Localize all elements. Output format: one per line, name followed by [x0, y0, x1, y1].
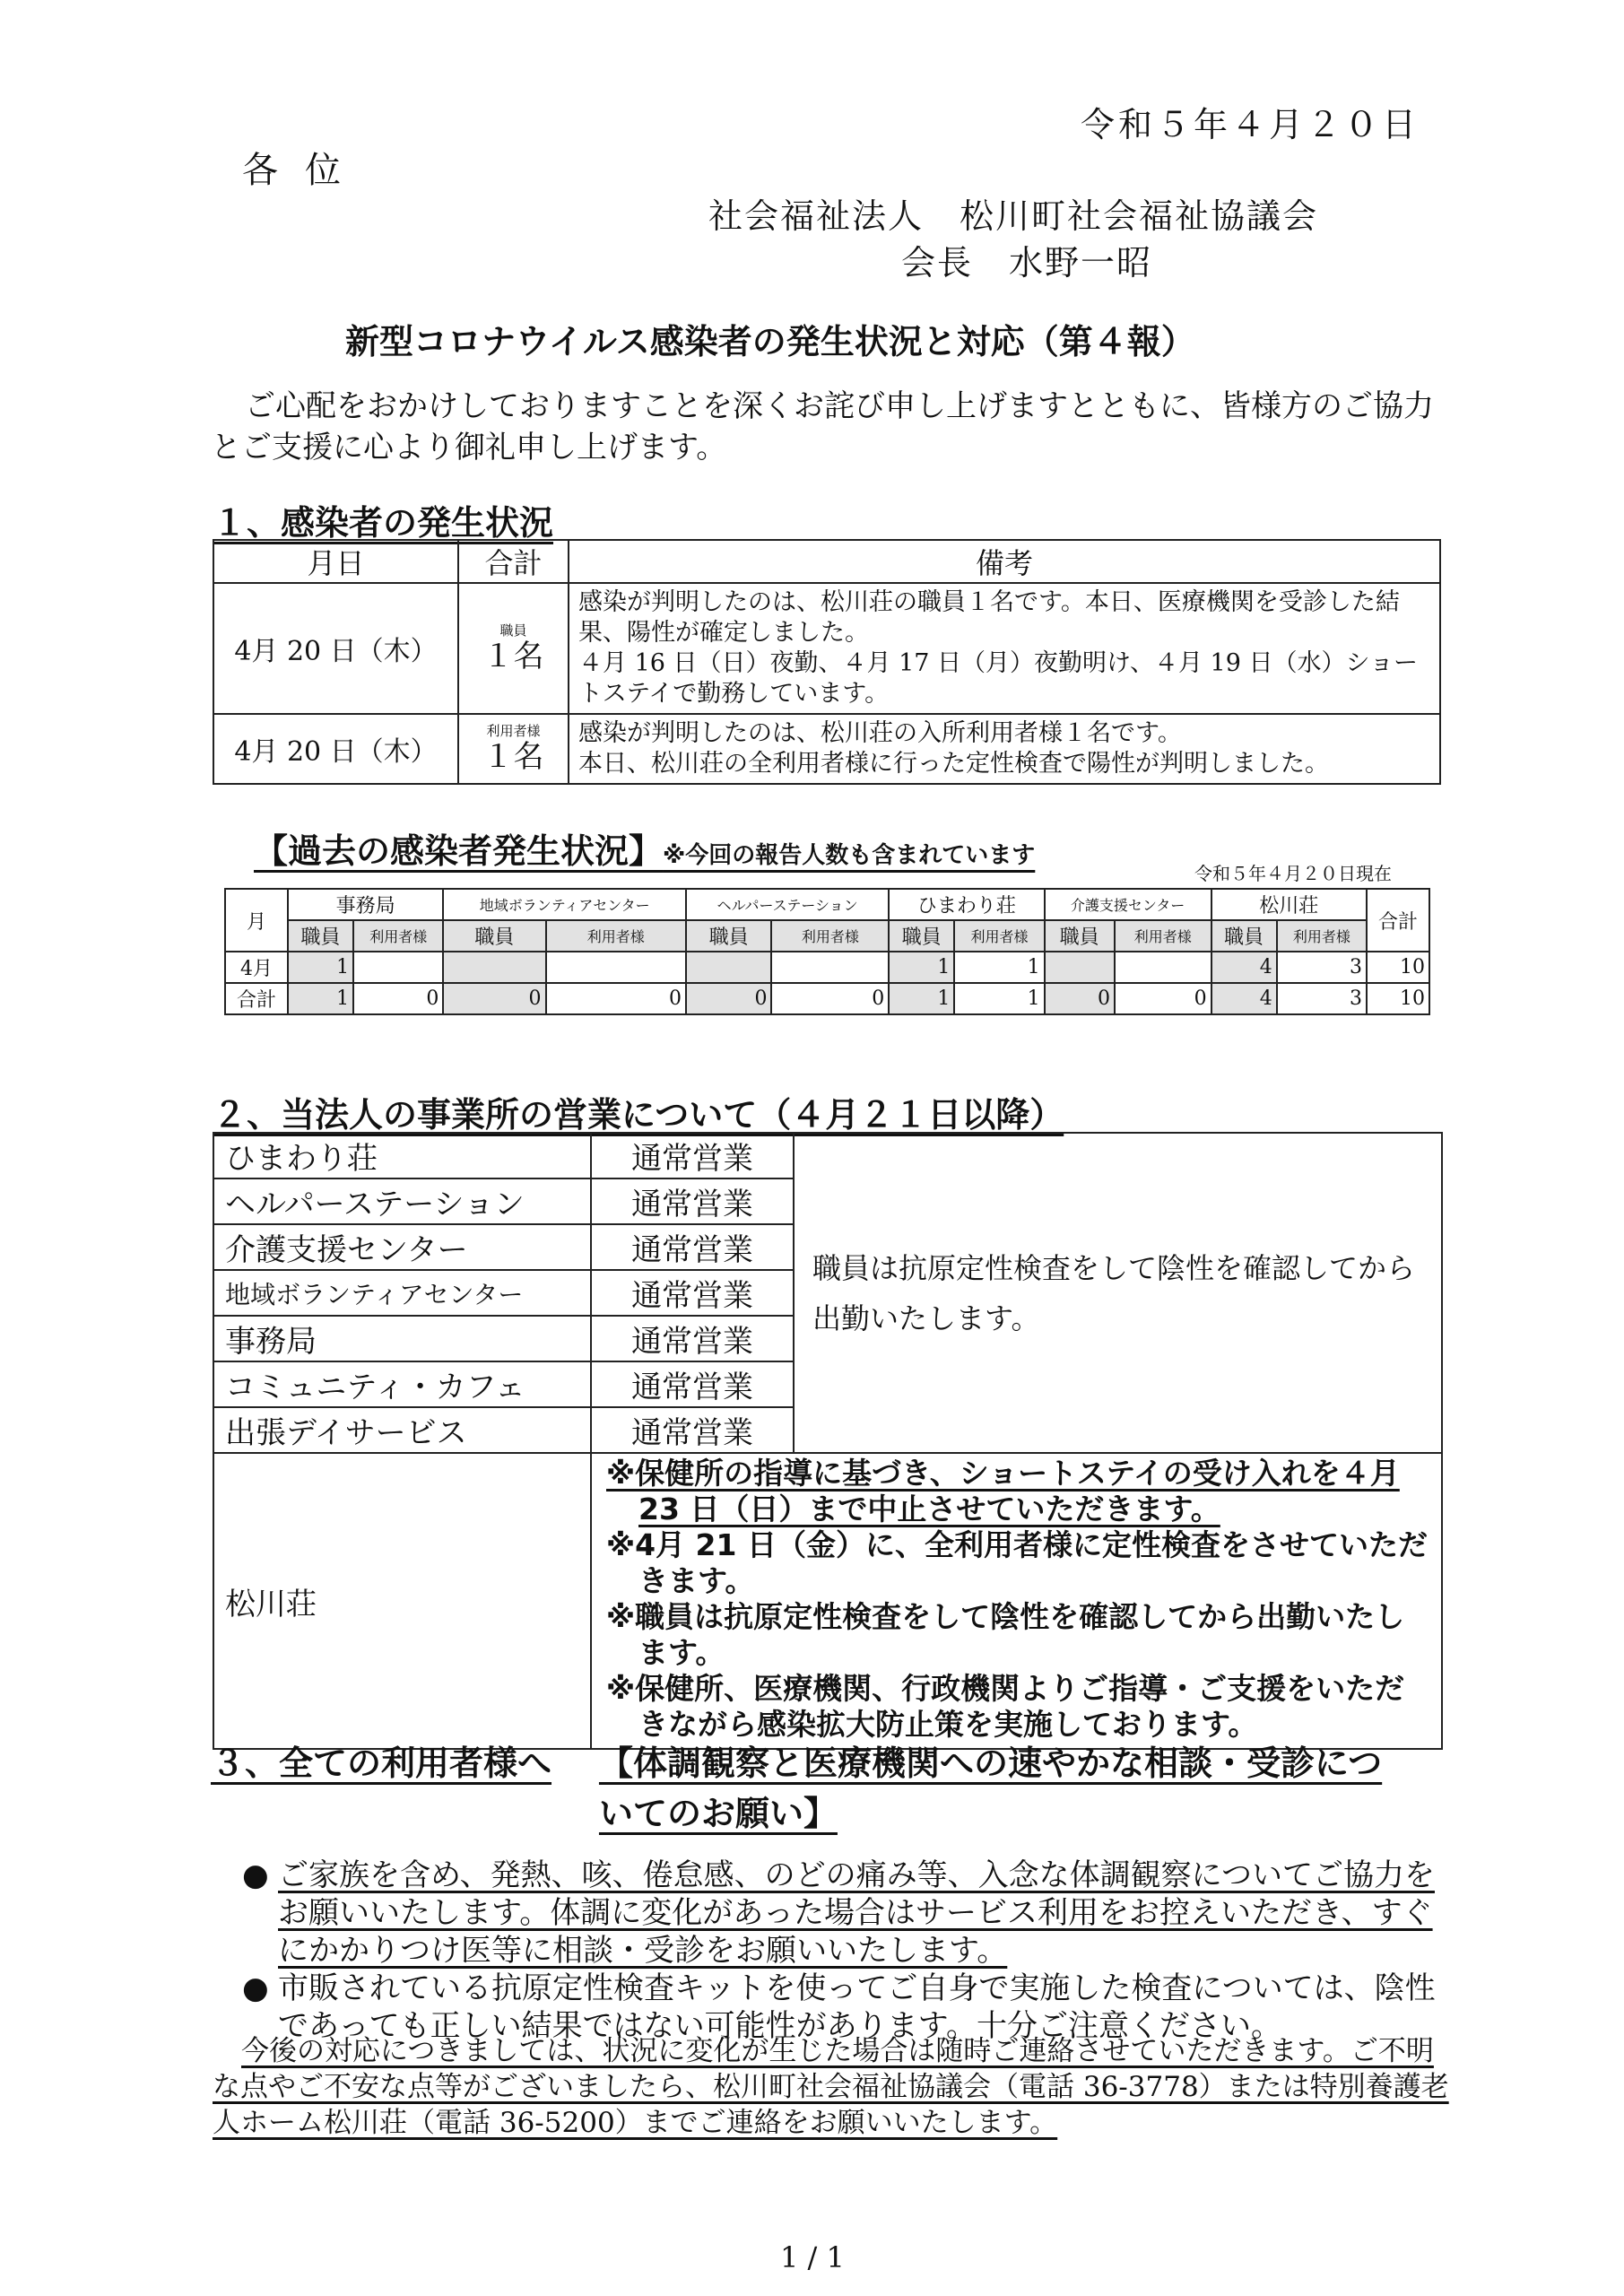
row-role: 職員	[499, 622, 527, 639]
row-count	[458, 583, 569, 714]
bullet-item	[242, 1857, 1453, 1970]
user-header: 利用者様	[546, 920, 686, 952]
cell: 1	[889, 952, 954, 983]
row-role: 利用者様	[486, 723, 541, 739]
matsukawa-note: ※保健所、医療機関、行政機関よりご指導・ご支援をいただきながら感染拡大防止策を実施しております。	[606, 1671, 1405, 1742]
facility-header: 松川荘	[1211, 889, 1367, 920]
office-name: 介護支援センター	[213, 1224, 591, 1270]
staff-header: 職員	[1211, 920, 1277, 952]
row-note-line1: 感染が判明したのは、松川荘の職員１名です。本日、医療機関を受診した結果、陽性が確定しました。	[578, 588, 1400, 647]
row-label: 合計	[225, 983, 288, 1014]
total-header: 合計	[1367, 889, 1429, 952]
month-header: 月	[225, 889, 288, 952]
table-row	[213, 583, 1440, 714]
office-status: 通常営業	[591, 1224, 794, 1270]
office-status: 通常営業	[591, 1361, 794, 1407]
office-status: 通常営業	[591, 1407, 794, 1453]
as-of-date: 令和５年４月２０日現在	[1194, 863, 1392, 884]
matsukawa-row	[213, 1453, 1442, 1749]
cell: 0	[353, 983, 443, 1014]
facility-header: 介護支援センター	[1045, 889, 1211, 920]
matsukawa-note: ※職員は抗原定性検査をして陰性を確認してから出勤いたします。	[606, 1599, 1405, 1670]
row-note	[569, 583, 1440, 714]
section3-heading	[211, 1738, 1393, 1839]
cell	[771, 952, 889, 983]
cell	[546, 952, 686, 983]
office-row	[213, 1133, 1442, 1178]
infection-status-table	[213, 539, 1441, 785]
bullet-text: ご家族を含め、発熱、咳、倦怠感、のどの痛み等、入念な体調観察についてご協力をお願いいたします。体調に変化があった場合はサービス利用をお控えいただき、すぐにかかりつけ医等に相談・受診をお願いいたします。	[278, 1857, 1435, 1969]
staff-header: 職員	[288, 920, 353, 952]
past-heading-text: 【過去の感染者発生状況】	[254, 831, 664, 871]
intro-paragraph: ご心配をおかけしておりますことを深くお詫び申し上げますとともに、皆様方のご協力とご支援に心より御礼申し上げます。	[211, 388, 1434, 465]
staff-testing-note: 職員は抗原定性検査をして陰性を確認してから出勤いたします。	[794, 1133, 1442, 1453]
bullet-icon: ●	[242, 1970, 269, 2006]
user-header: 利用者様	[771, 920, 889, 952]
facility-header: 事務局	[288, 889, 443, 920]
row-date: 4月 20 日（木）	[213, 714, 458, 784]
matsukawa-note: ※4月 21 日（金）に、全利用者様に定性検査をさせていただきます。	[606, 1527, 1428, 1598]
cell: 0	[546, 983, 686, 1014]
user-header: 利用者様	[1277, 920, 1367, 952]
cell: 4	[1211, 983, 1277, 1014]
cell: 1	[288, 952, 353, 983]
user-header: 利用者様	[954, 920, 1044, 952]
section2-heading: ２、当法人の事業所の営業について（４月２１日以降）	[213, 1095, 1064, 1135]
bullet-text: 市販されている抗原定性検査キットを使ってご自身で実施した検査については、陰性であっても正しい結果ではない可能性があります。十分ご注意ください。	[278, 1970, 1436, 2044]
office-name: 松川荘	[213, 1453, 591, 1749]
president-name: 会長 水野一昭	[901, 243, 1153, 283]
office-name: 地域ボランティアセンター	[213, 1270, 591, 1316]
section1-heading: １、感染者の発生状況	[213, 503, 554, 543]
cell: 0	[771, 983, 889, 1014]
past-status-heading	[254, 823, 1035, 873]
staff-header: 職員	[889, 920, 954, 952]
cell: 4	[1211, 952, 1277, 983]
table-row	[225, 983, 1429, 1014]
staff-header: 職員	[1045, 920, 1115, 952]
office-name: ヘルパーステーション	[213, 1178, 591, 1224]
section3-heading-emphasis: 【体調観察と医療機関への速やかな相談・受診についてのお願い】	[598, 1744, 1383, 1833]
cell	[443, 952, 545, 983]
row-label: 4月	[225, 952, 288, 983]
office-status: 通常営業	[591, 1133, 794, 1178]
row-note-line1: 感染が判明したのは、松川荘の入所利用者様１名です。	[578, 719, 1182, 747]
row-count-value: １名	[482, 739, 544, 775]
user-header: 利用者様	[1115, 920, 1211, 952]
cell: 0	[1045, 983, 1115, 1014]
cell	[1115, 952, 1211, 983]
col-total: 合計	[458, 540, 569, 583]
matsukawa-note: ※保健所の指導に基づき、ショートステイの受け入れを４月 23 日（日）まで中止させていただきます。	[606, 1456, 1400, 1526]
row-count	[458, 714, 569, 784]
office-name: ひまわり荘	[213, 1133, 591, 1178]
staff-header: 職員	[686, 920, 771, 952]
office-status: 通常営業	[591, 1178, 794, 1224]
closing-paragraph	[213, 2033, 1450, 2141]
office-name: 事務局	[213, 1316, 591, 1361]
cell: 0	[443, 983, 545, 1014]
cell: 1	[954, 952, 1044, 983]
cell	[353, 952, 443, 983]
row-note-line2: 本日、松川荘の全利用者様に行った定性検査で陽性が判明しました。	[578, 750, 1329, 778]
bullet-icon: ●	[242, 1857, 269, 1893]
past-status-table	[224, 888, 1430, 1015]
row-total: 10	[1367, 983, 1429, 1014]
row-count-value: １名	[482, 639, 544, 674]
addressee: 各位	[242, 150, 368, 191]
section3-heading-text: ３、全ての利用者様へ	[211, 1744, 552, 1783]
document-date: 令和５年４月２０日	[1081, 105, 1420, 144]
col-date: 月日	[213, 540, 458, 583]
organization-name: 社会福祉法人 松川町社会福祉協議会	[708, 196, 1319, 236]
office-name: コミュニティ・カフェ	[213, 1361, 591, 1407]
facility-header: ヘルパーステーション	[686, 889, 889, 920]
cell: 0	[1115, 983, 1211, 1014]
row-total: 10	[1367, 952, 1429, 983]
row-note	[569, 714, 1440, 784]
table-row	[213, 714, 1440, 784]
page-number: 1 / 1	[780, 2240, 845, 2274]
user-header: 利用者様	[353, 920, 443, 952]
office-status: 通常営業	[591, 1270, 794, 1316]
cell: 1	[288, 983, 353, 1014]
cell: 3	[1277, 983, 1367, 1014]
office-operations-table	[213, 1132, 1443, 1750]
cell: 3	[1277, 952, 1367, 983]
cell: 1	[954, 983, 1044, 1014]
row-note-line2: ４月 16 日（日）夜勤、４月 17 日（月）夜勤明け、４月 19 日（水）ショートステイで勤務しています。	[578, 649, 1418, 708]
office-name: 出張デイサービス	[213, 1407, 591, 1453]
office-status: 通常営業	[591, 1316, 794, 1361]
matsukawa-notes	[591, 1453, 1442, 1749]
facility-header: 地域ボランティアセンター	[443, 889, 686, 920]
staff-header: 職員	[443, 920, 545, 952]
cell	[686, 952, 771, 983]
row-date: 4月 20 日（木）	[213, 583, 458, 714]
closing-text: 今後の対応につきましては、状況に変化が生じた場合は随時ご連絡させていただきます。ご不明な点やご不安な点等がございましたら、松川町社会福祉協議会（電話 36-3778）または特別養護老人ホーム松川荘（電話 36-5200）までご連絡をお願いいたします。	[213, 2035, 1449, 2139]
cell	[1045, 952, 1115, 983]
document-title: 新型コロナウイルス感染者の発生状況と対応（第４報）	[345, 322, 1195, 361]
past-heading-note: ※今回の報告人数も含まれています	[663, 842, 1036, 869]
cell: 0	[686, 983, 771, 1014]
table-row	[225, 952, 1429, 983]
cell: 1	[889, 983, 954, 1014]
facility-header: ひまわり荘	[889, 889, 1044, 920]
col-notes: 備考	[569, 540, 1440, 583]
